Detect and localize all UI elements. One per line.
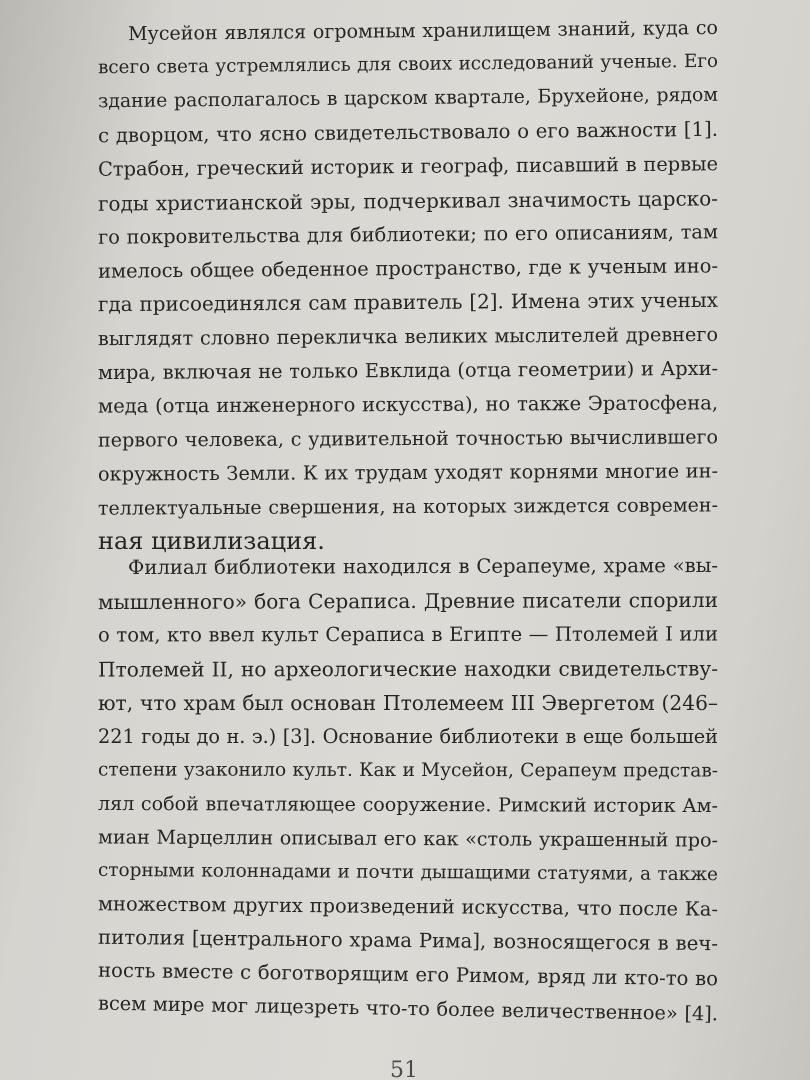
text-line: лял собой впечатляющее сооружение. Римский историк Ам- bbox=[97, 791, 719, 818]
text-line: ют, что храм был основан Птолемеем III Эвергетом (246– bbox=[98, 691, 718, 715]
text-line: множеством других произведений искусства, что после Ка- bbox=[97, 892, 719, 921]
text-line: миан Марцеллин описывал его как «столь украшенный про- bbox=[97, 825, 719, 852]
text-line: здание располагалось в царском квартале, Брухейоне, рядом bbox=[97, 84, 719, 113]
text-line: Птолемей II, но археологические находки свидетельству- bbox=[97, 656, 719, 682]
text-line: гда присоединялся сам правитель [2]. Имена этих ученых bbox=[97, 288, 719, 317]
text-line: годы христианской эры, подчеркивал значимость царско- bbox=[97, 186, 719, 216]
text-line: Филиал библиотеки находился в Серапеуме, храме «вы- bbox=[127, 553, 719, 580]
text-line: первого человека, с удивительной точностью вычислившего bbox=[97, 425, 719, 452]
text-line: степени узаконило культ. Как и Мусейон, Серапеум представ- bbox=[97, 759, 719, 782]
text-line: Страбон, греческий историк и географ, писавший в первые bbox=[97, 152, 719, 181]
text-line: го покровительства для библиотеки; по его описаниям, там bbox=[97, 220, 719, 249]
text-line: ная цивилизация. bbox=[98, 527, 325, 555]
text-line: меда (отца инженерного искусства), но также Эратосфена, bbox=[97, 391, 719, 418]
text-line: 221 годы до н. э.) [3]. Основание библиотеки в еще большей bbox=[98, 725, 718, 748]
text-line: с дворцом, что ясно свидетельствовало о его важности [1]. bbox=[97, 117, 719, 148]
text-line: о том, кто ввел культ Сераписа в Египте — Птолемей I или bbox=[97, 622, 719, 647]
text-line: Мусейон являлся огромным хранилищем знаний, куда со bbox=[127, 15, 719, 46]
text-line: теллектуальные свершения, на которых зиждется современ- bbox=[97, 494, 719, 520]
text-line: сторными колоннадами и почти дышащими статуями, а также bbox=[97, 859, 719, 886]
text-line: всем мире мог лицезреть что-то более величественное» [4]. bbox=[97, 991, 719, 1026]
text-line: выглядят словно перекличка великих мыслителей древнего bbox=[97, 322, 719, 351]
text-line: ность вместе с боготворящим его Римом, вряд ли кто-то во bbox=[97, 958, 719, 991]
text-line: мышленного» бога Сераписа. Древние писатели спорили bbox=[97, 587, 719, 615]
text-line: питолия [центрального храма Рима], возносящегося в веч- bbox=[97, 925, 719, 956]
text-line: окружность Земли. К их трудам уходят корнями многие ин- bbox=[97, 459, 719, 486]
text-line: имелось общее обеденное пространство, где к ученым ино- bbox=[97, 254, 719, 283]
text-line: всего света устремлялись для своих исследований ученые. Его bbox=[97, 50, 719, 79]
page-number: 51 bbox=[390, 1058, 418, 1080]
text-line: мира, включая не только Евклида (отца геометрии) и Архи- bbox=[97, 356, 719, 385]
